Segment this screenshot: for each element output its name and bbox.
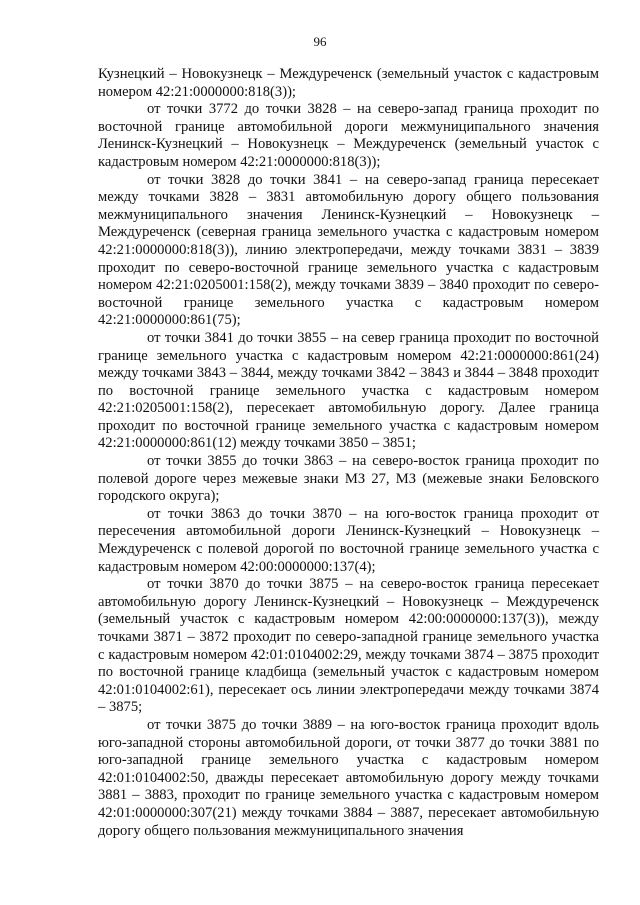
paragraph: от точки 3863 до точки 3870 – на юго-восток граница проходит от пересечения автомобильной дороги Ленинск-Кузнецкий – Новокузнецк – Междуреченск с полевой дорогой по восточной границе земельного участка с кадастровым номером 42:00:0000000:137(4); (98, 505, 599, 575)
paragraph: от точки 3875 до точки 3889 – на юго-восток граница проходит вдоль юго-западной стороны автомобильной дороги, от точки 3877 до точки 3881 по юго-западной границе земельного участка с кадастровым номером 42:01:0104002:50, дважды пересекает автомобильную дорогу между точками 3881 – 3883, проходит по границе земельного участка с кадастровым номером 42:01:0000000:307(21) между точками 3884 – 3887, пересекает автомобильную дорогу общего пользования межмуниципального значения (98, 716, 599, 839)
paragraph: от точки 3855 до точки 3863 – на северо-восток граница проходит по полевой дороге через межевые знаки МЗ 27, МЗ (межевые знаки Беловского городского округа); (98, 453, 599, 505)
page-number: 96 (313, 34, 327, 49)
paragraph: от точки 3870 до точки 3875 – на северо-восток граница пересекает автомобильную дорогу Ленинск-Кузнецкий – Новокузнецк – Междуреченск (земельный участок с кадастровым номером 42:00:0000000:137(3)), между точками 3871 – 3872 проходит по северо-западной границе земельного участка с кадастровым номером 42:01:0104002:29, между точками 3874 – 3875 проходит по восточной границе кладбища (земельный участок с кадастровым номером 42:01:0104002:61), пересекает ось линии электропередачи между точками 3874 – 3875; (98, 576, 599, 716)
paragraph: от точки 3828 до точки 3841 – на северо-запад граница пересекает между точками 3828 – 3831 автомобильную дорогу общего пользования межмуниципального значения Ленинск-Кузнецкий – Новокузнецк – Междуреченск (северная граница земельного участка с кадастровым номером 42:21:0000000:818(3)), линию электропередачи, между точками 3831 – 3839 проходит по северо-восточной границе земельного участка с кадастровым номером 42:21:0205001:158(2), между точками 3839 – 3840 проходит по северо-восточной границе земельного участка с кадастровым номером 42:21:0000000:861(75); (98, 171, 599, 329)
paragraph: от точки 3772 до точки 3828 – на северо-запад граница проходит по восточной границе автомобильной дороги межмуниципального значения Ленинск-Кузнецкий – Новокузнецк – Междуреченск (земельный участок с кадастровым номером 42:21:0000000:818(3)); (98, 101, 599, 170)
paragraph: от точки 3841 до точки 3855 – на север граница проходит по восточной границе земельного участка с кадастровым номером 42:21:0000000:861(24) между точками 3843 – 3844, между точками 3842 – 3843 и 3844 – 3848 проходит по восточной границе земельного участка с кадастровым номером 42:21:0205001:158(2), пересекает автомобильную дорогу. Далее граница проходит по восточной границе земельного участка с кадастровым номером 42:21:0000000:861(12) между точками 3850 – 3851; (98, 329, 599, 452)
document-body (98, 66, 599, 840)
paragraph: Кузнецкий – Новокузнецк – Междуреченск (земельный участок с кадастровым номером 42:21:0000000:818(3)); (98, 66, 599, 100)
